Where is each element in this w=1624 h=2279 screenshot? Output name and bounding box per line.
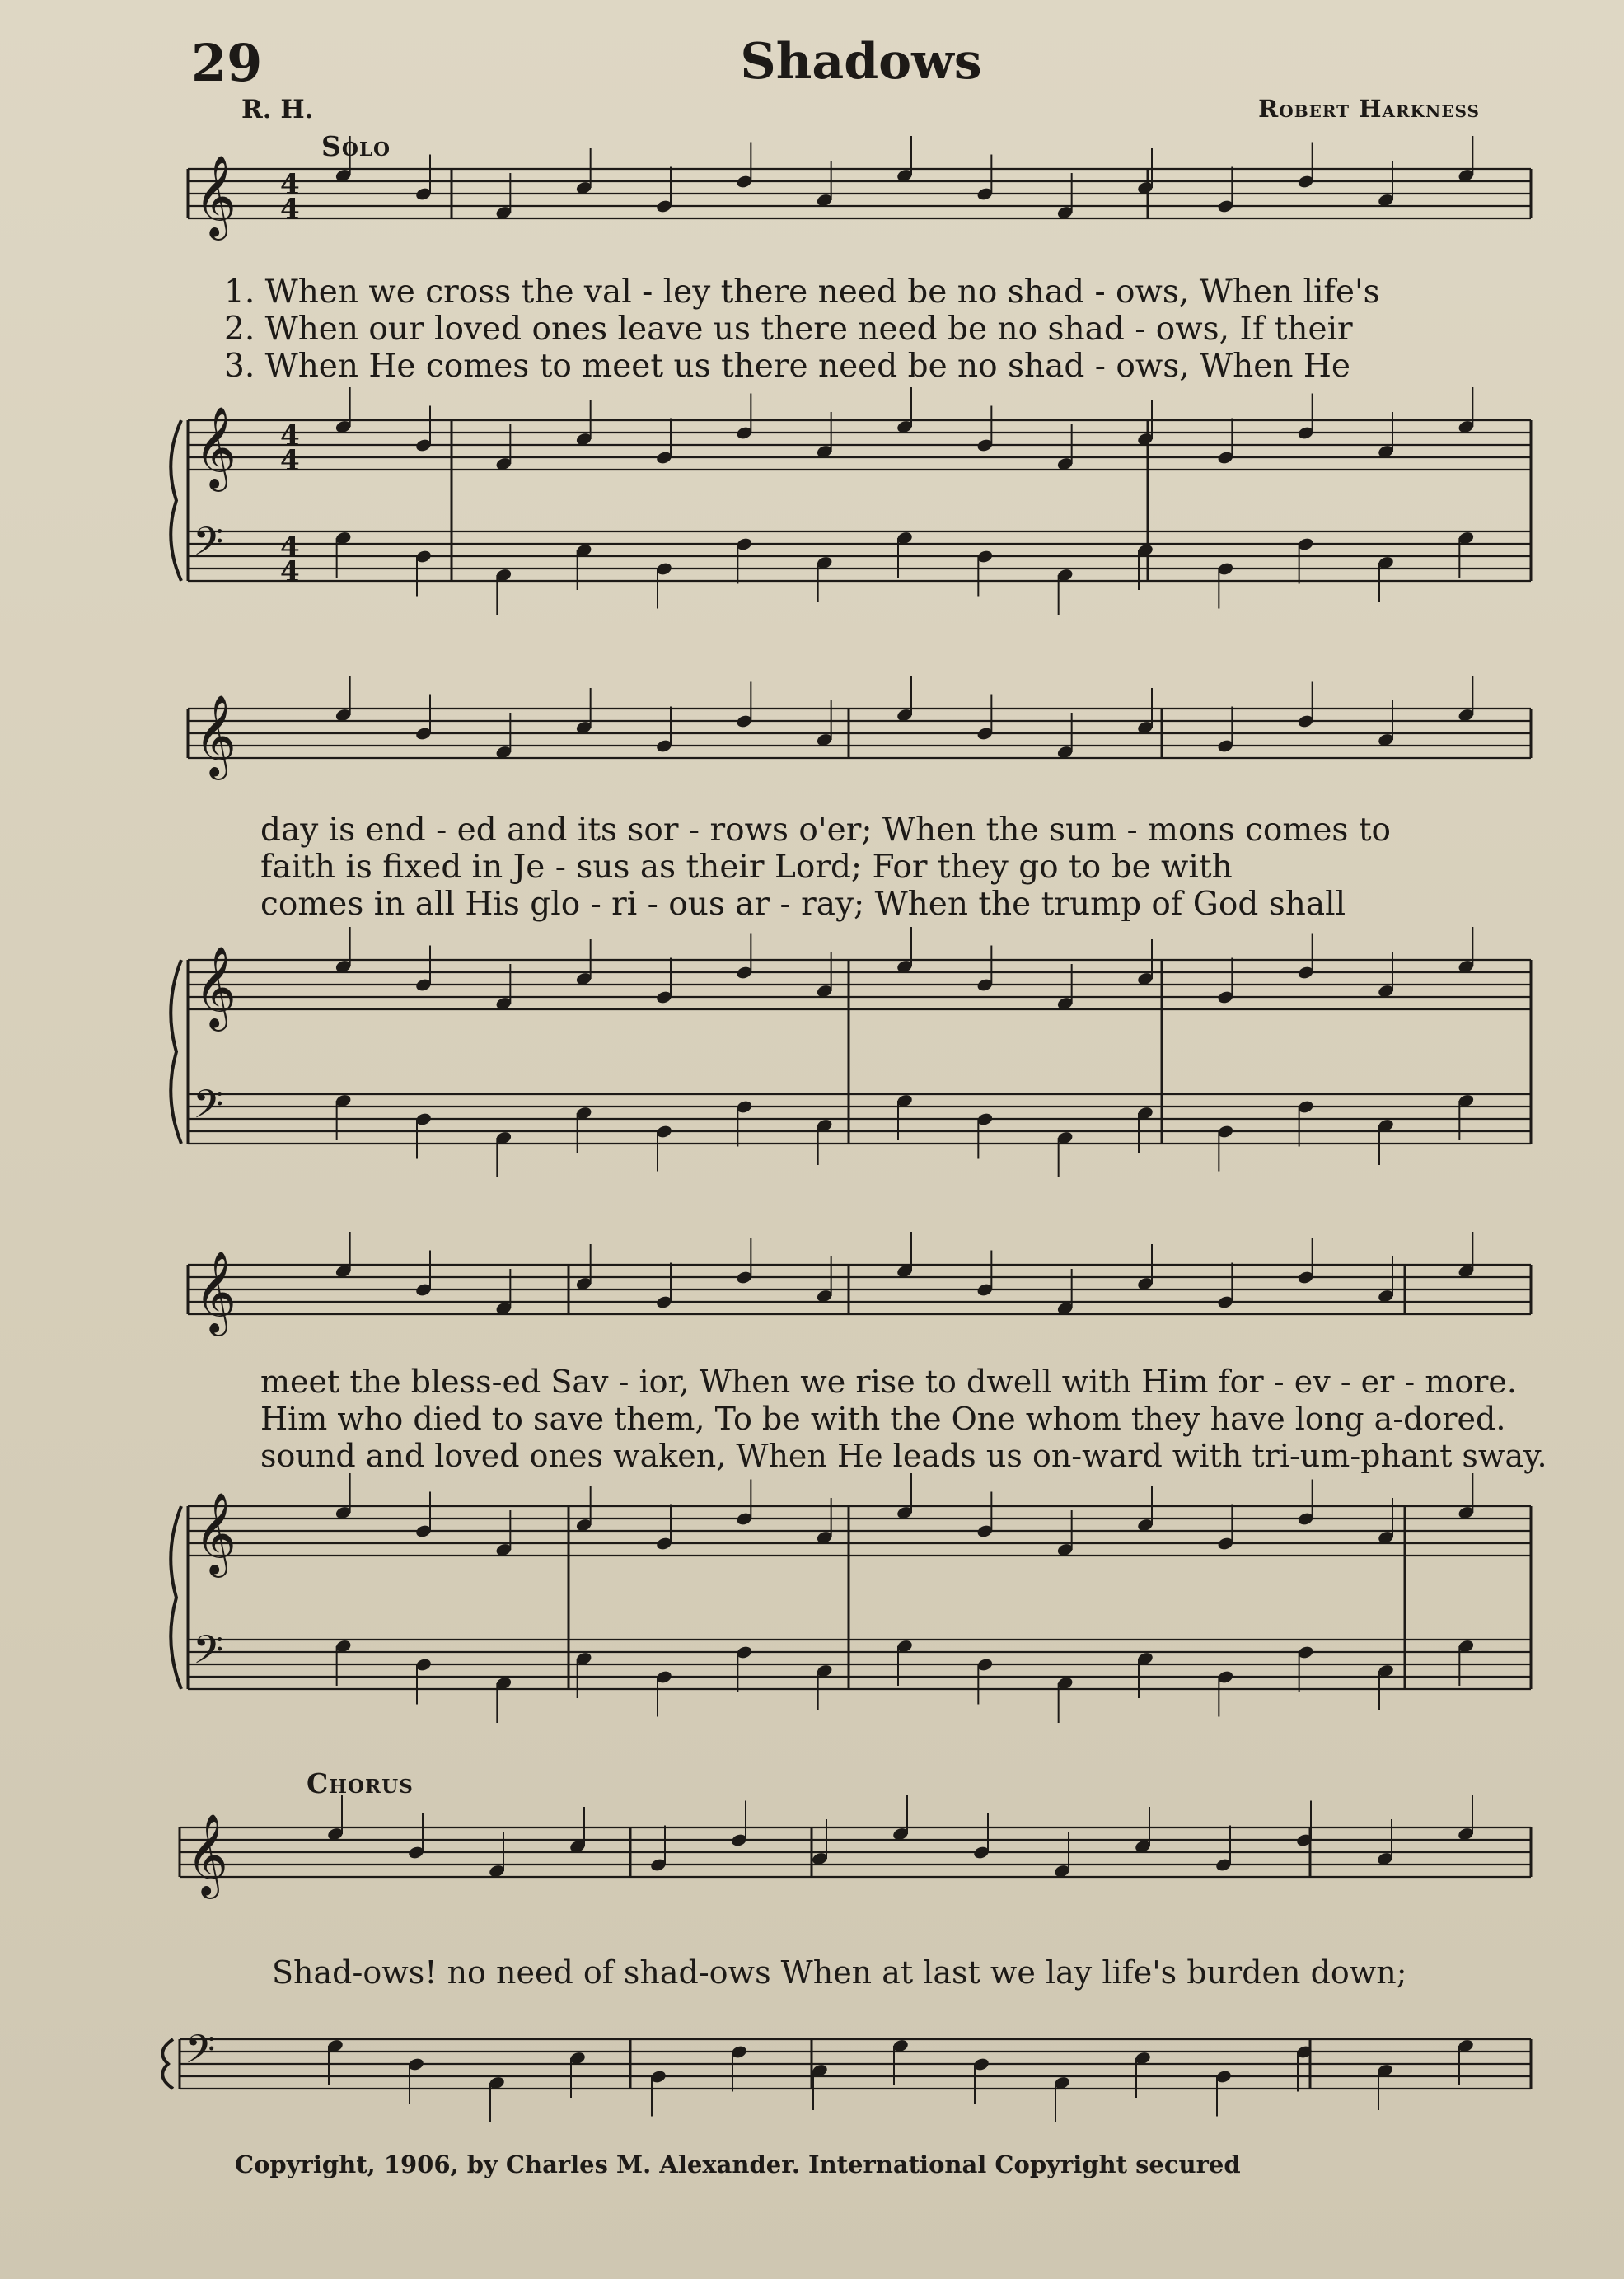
treble-clef-icon: 𝄞 <box>194 695 236 777</box>
solo-marking: Solo <box>321 130 391 162</box>
melody-staff-1 <box>188 169 1531 218</box>
treble-clef-icon: 𝄞 <box>194 1492 236 1575</box>
treble-clef-icon: 𝄞 <box>186 1813 228 1896</box>
melody-staff-2 <box>188 709 1531 758</box>
time-signature: 4 <box>280 419 300 452</box>
music-composer: Robert Harkness <box>1258 95 1480 123</box>
bass-clef-icon: 𝄢 <box>193 1626 224 1682</box>
bass-staff-4 <box>180 2039 1531 2089</box>
brace <box>162 2039 173 2089</box>
lyric-s2-verse2: faith is fixed in Je - sus as their Lord; For they go to be with <box>260 849 1233 886</box>
lyric-s1-verse3: 3. When He comes to meet us there need be no shad - ows, When He <box>224 348 1350 385</box>
chorus-marking: Chorus <box>307 1767 414 1799</box>
lyric-s3-verse1: meet the bless-ed Sav - ior, When we rise to dwell with Him for - ev - er - more. <box>260 1364 1517 1400</box>
bass-clef-icon: 𝄢 <box>193 1081 224 1137</box>
brace <box>171 960 181 1144</box>
lyric-chorus: Shad-ows! no need of shad-ows When at last we lay life's burden down; <box>272 1954 1407 1991</box>
brace <box>171 1506 181 1689</box>
lyric-s1-verse1: 1. When we cross the val - ley there need be no shad - ows, When life's <box>224 274 1380 311</box>
hymn-number: 29 <box>191 33 263 93</box>
treble-clef-icon: 𝄞 <box>194 1251 236 1333</box>
bass-staff-2 <box>188 1094 1531 1144</box>
time-signature: 4 <box>280 168 300 201</box>
lyric-s2-verse1: day is end - ed and its sor - rows o'er; When the sum - mons comes to <box>260 812 1391 849</box>
hymn-title: Shadows <box>740 33 982 91</box>
bass-staff-1 <box>188 531 1531 581</box>
time-signature: 4 <box>280 193 300 226</box>
brace <box>171 420 181 581</box>
melody-staff-3 <box>188 1265 1531 1314</box>
treble-staff-1 <box>188 420 1531 470</box>
copyright-notice: Copyright, 1906, by Charles M. Alexander. International Copyright secured <box>235 2150 1241 2178</box>
lyric-s1-verse2: 2. When our loved ones leave us there need be no shad - ows, If their <box>224 311 1353 348</box>
treble-clef-icon: 𝄞 <box>194 155 236 237</box>
lyric-s3-verse2: Him who died to save them, To be with the One whom they have long a-dored. <box>260 1401 1506 1437</box>
bass-clef-icon: 𝄢 <box>193 518 224 574</box>
melody-staff-4 <box>180 1827 1531 1877</box>
time-signature: 4 <box>280 555 300 588</box>
treble-clef-icon: 𝄞 <box>194 946 236 1028</box>
treble-clef-icon: 𝄞 <box>194 406 236 489</box>
lyric-s3-verse3: sound and loved ones waken, When He leads us on-ward with tri-um-phant sway. <box>260 1438 1547 1474</box>
treble-staff-3 <box>188 1506 1531 1556</box>
time-signature: 4 <box>280 531 300 564</box>
bass-staff-3 <box>188 1640 1531 1689</box>
treble-staff-2 <box>188 960 1531 1009</box>
words-author: R. H. <box>241 95 314 124</box>
bass-clef-icon: 𝄢 <box>185 2026 216 2082</box>
lyric-s2-verse3: comes in all His glo - ri - ous ar - ray; When the trump of God shall <box>260 886 1346 923</box>
time-signature: 4 <box>280 444 300 477</box>
